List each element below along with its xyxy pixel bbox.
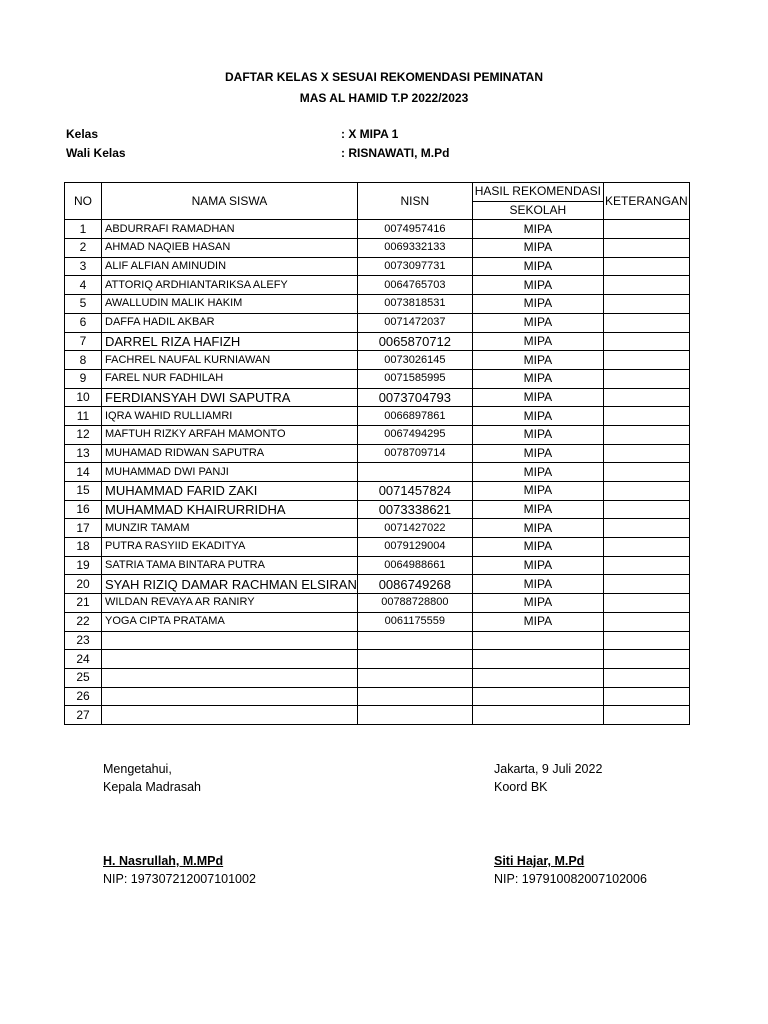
- recommendation: MIPA: [472, 257, 603, 276]
- student-name: SYAH RIZIQ DAMAR RACHMAN ELSIRAN: [102, 575, 358, 594]
- remarks: [603, 482, 689, 501]
- remarks: [603, 388, 689, 407]
- student-name: [102, 687, 358, 706]
- remarks: [603, 257, 689, 276]
- remarks: [603, 425, 689, 444]
- table-row: [65, 538, 690, 557]
- wali-kelas-value: : RISNAWATI, M.Pd: [341, 146, 450, 160]
- table-row: [65, 313, 690, 332]
- recommendation: MIPA: [472, 407, 603, 426]
- student-nisn: 0071585995: [357, 369, 472, 388]
- right-signatory-name: Siti Hajar, M.Pd: [494, 854, 585, 868]
- recommendation: MIPA: [472, 351, 603, 370]
- remarks: [603, 612, 689, 631]
- remarks: [603, 687, 689, 706]
- student-name: IQRA WAHID RULLIAMRI: [102, 407, 358, 426]
- table-row: [65, 295, 690, 314]
- left-signatory: [103, 852, 256, 888]
- student-name: [102, 631, 358, 650]
- student-nisn: 0069332133: [357, 239, 472, 258]
- student-name: ATTORIQ ARDHIANTARIKSA ALEFY: [102, 276, 358, 295]
- remarks: [603, 631, 689, 650]
- row-number: 20: [65, 575, 102, 594]
- row-number: 15: [65, 482, 102, 501]
- recommendation: MIPA: [472, 388, 603, 407]
- student-nisn: [357, 668, 472, 687]
- header-hasil-top: HASIL REKOMENDASI: [472, 183, 603, 202]
- recommendation: MIPA: [472, 500, 603, 519]
- table-row: [65, 500, 690, 519]
- student-nisn: 0064765703: [357, 276, 472, 295]
- remarks: [603, 369, 689, 388]
- table-row: [65, 575, 690, 594]
- remarks: [603, 594, 689, 613]
- remarks: [603, 500, 689, 519]
- header-nama: NAMA SISWA: [102, 183, 358, 220]
- header-no: NO: [65, 183, 102, 220]
- student-name: DAFFA HADIL AKBAR: [102, 313, 358, 332]
- document-subtitle: MAS AL HAMID T.P 2022/2023: [299, 91, 469, 105]
- table-row: [65, 556, 690, 575]
- row-number: 10: [65, 388, 102, 407]
- student-nisn: 0073026145: [357, 351, 472, 370]
- student-nisn: 0066897861: [357, 407, 472, 426]
- table-row: [65, 239, 690, 258]
- header-nisn: NISN: [357, 183, 472, 220]
- recommendation: [472, 631, 603, 650]
- recommendation: MIPA: [472, 220, 603, 239]
- row-number: 26: [65, 687, 102, 706]
- recommendation: MIPA: [472, 313, 603, 332]
- student-nisn: 0074957416: [357, 220, 472, 239]
- wali-kelas-label: Wali Kelas: [66, 146, 126, 160]
- row-number: 23: [65, 631, 102, 650]
- row-number: 5: [65, 295, 102, 314]
- remarks: [603, 332, 689, 351]
- recommendation: MIPA: [472, 538, 603, 557]
- recommendation: MIPA: [472, 519, 603, 538]
- student-nisn: 0064988661: [357, 556, 472, 575]
- row-number: 7: [65, 332, 102, 351]
- row-number: 2: [65, 239, 102, 258]
- table-row: [65, 612, 690, 631]
- recommendation: MIPA: [472, 425, 603, 444]
- student-name: MUNZIR TAMAM: [102, 519, 358, 538]
- table-row: [65, 519, 690, 538]
- remarks: [603, 556, 689, 575]
- student-name: PUTRA RASYIID EKADITYA: [102, 538, 358, 557]
- row-number: 1: [65, 220, 102, 239]
- student-name: FACHREL NAUFAL KURNIAWAN: [102, 351, 358, 370]
- student-nisn: 0073704793: [357, 388, 472, 407]
- document-title: DAFTAR KELAS X SESUAI REKOMENDASI PEMINATAN: [224, 70, 543, 84]
- student-nisn: [357, 650, 472, 669]
- table-row: [65, 482, 690, 501]
- recommendation: MIPA: [472, 594, 603, 613]
- row-number: 19: [65, 556, 102, 575]
- table-row: [65, 594, 690, 613]
- student-name: MUHAMMAD KHAIRURRIDHA: [102, 500, 358, 519]
- remarks: [603, 668, 689, 687]
- row-number: 17: [65, 519, 102, 538]
- remarks: [603, 650, 689, 669]
- table-row: [65, 332, 690, 351]
- remarks: [603, 276, 689, 295]
- row-number: 3: [65, 257, 102, 276]
- recommendation: MIPA: [472, 575, 603, 594]
- student-nisn: [357, 706, 472, 725]
- remarks: [603, 519, 689, 538]
- row-number: 11: [65, 407, 102, 426]
- recommendation: MIPA: [472, 332, 603, 351]
- remarks: [603, 463, 689, 482]
- row-number: 16: [65, 500, 102, 519]
- row-number: 9: [65, 369, 102, 388]
- row-number: 13: [65, 444, 102, 463]
- row-number: 8: [65, 351, 102, 370]
- recommendation: [472, 687, 603, 706]
- left-signature-block: [103, 760, 201, 796]
- student-name: [102, 668, 358, 687]
- student-name: MUHAMAD RIDWAN SAPUTRA: [102, 444, 358, 463]
- recommendation: MIPA: [472, 295, 603, 314]
- student-nisn: 0073338621: [357, 500, 472, 519]
- table-row: [65, 668, 690, 687]
- row-number: 27: [65, 706, 102, 725]
- student-name: FAREL NUR FADHILAH: [102, 369, 358, 388]
- student-name: DARREL RIZA HAFIZH: [102, 332, 358, 351]
- table-row: [65, 444, 690, 463]
- student-nisn: 00788728800: [357, 594, 472, 613]
- student-name: AWALLUDIN MALIK HAKIM: [102, 295, 358, 314]
- remarks: [603, 313, 689, 332]
- student-name: WILDAN REVAYA AR RANIRY: [102, 594, 358, 613]
- recommendation: MIPA: [472, 482, 603, 501]
- left-signatory-name: H. Nasrullah, M.MPd: [103, 854, 224, 868]
- student-table: [64, 182, 690, 725]
- table-row: [65, 369, 690, 388]
- recommendation: MIPA: [472, 369, 603, 388]
- table-row: [65, 257, 690, 276]
- left-signatory-nip: NIP: 197307212007101002: [103, 872, 256, 886]
- student-name: MUHAMMAD DWI PANJI: [102, 463, 358, 482]
- student-name: MAFTUH RIZKY ARFAH MAMONTO: [102, 425, 358, 444]
- left-greeting: Mengetahui,: [103, 762, 172, 776]
- table-row: [65, 407, 690, 426]
- remarks: [603, 575, 689, 594]
- student-nisn: 0086749268: [357, 575, 472, 594]
- recommendation: [472, 706, 603, 725]
- student-name: AHMAD NAQIEB HASAN: [102, 239, 358, 258]
- student-nisn: 0071472037: [357, 313, 472, 332]
- remarks: [603, 351, 689, 370]
- student-nisn: [357, 687, 472, 706]
- row-number: 14: [65, 463, 102, 482]
- student-name: MUHAMMAD FARID ZAKI: [102, 482, 358, 501]
- student-nisn: 0065870712: [357, 332, 472, 351]
- table-row: [65, 463, 690, 482]
- table-row: [65, 220, 690, 239]
- recommendation: MIPA: [472, 444, 603, 463]
- left-role: Kepala Madrasah: [103, 780, 201, 794]
- recommendation: MIPA: [472, 276, 603, 295]
- student-name: ALIF ALFIAN AMINUDIN: [102, 257, 358, 276]
- right-signature-block: [494, 760, 602, 796]
- remarks: [603, 407, 689, 426]
- student-nisn: [357, 463, 472, 482]
- row-number: 4: [65, 276, 102, 295]
- right-signatory-nip: NIP: 197910082007102006: [494, 872, 647, 886]
- student-name: ABDURRAFI RAMADHAN: [102, 220, 358, 239]
- student-nisn: 0067494295: [357, 425, 472, 444]
- header-keterangan: KETERANGAN: [603, 183, 689, 220]
- table-row: [65, 687, 690, 706]
- remarks: [603, 220, 689, 239]
- right-date-place: Jakarta, 9 Juli 2022: [494, 762, 603, 776]
- row-number: 21: [65, 594, 102, 613]
- student-nisn: 0061175559: [357, 612, 472, 631]
- recommendation: MIPA: [472, 612, 603, 631]
- table-row: [65, 425, 690, 444]
- student-nisn: 0071427022: [357, 519, 472, 538]
- recommendation: [472, 650, 603, 669]
- table-row: [65, 351, 690, 370]
- table-row: [65, 650, 690, 669]
- row-number: 18: [65, 538, 102, 557]
- right-signatory: [494, 852, 647, 888]
- student-name: YOGA CIPTA PRATAMA: [102, 612, 358, 631]
- row-number: 24: [65, 650, 102, 669]
- student-name: SATRIA TAMA BINTARA PUTRA: [102, 556, 358, 575]
- row-number: 25: [65, 668, 102, 687]
- row-number: 6: [65, 313, 102, 332]
- student-nisn: 0073818531: [357, 295, 472, 314]
- table-row: [65, 276, 690, 295]
- right-role: Koord BK: [494, 780, 548, 794]
- recommendation: MIPA: [472, 239, 603, 258]
- remarks: [603, 706, 689, 725]
- remarks: [603, 239, 689, 258]
- recommendation: MIPA: [472, 463, 603, 482]
- student-name: [102, 650, 358, 669]
- remarks: [603, 538, 689, 557]
- table-row: [65, 388, 690, 407]
- student-nisn: 0071457824: [357, 482, 472, 501]
- student-name: [102, 706, 358, 725]
- row-number: 12: [65, 425, 102, 444]
- recommendation: [472, 668, 603, 687]
- student-nisn: 0073097731: [357, 257, 472, 276]
- student-nisn: 0078709714: [357, 444, 472, 463]
- row-number: 22: [65, 612, 102, 631]
- student-name: FERDIANSYAH DWI SAPUTRA: [102, 388, 358, 407]
- kelas-label: Kelas: [66, 127, 99, 141]
- kelas-value: : X MIPA 1: [341, 127, 399, 141]
- recommendation: MIPA: [472, 556, 603, 575]
- table-row: [65, 706, 690, 725]
- table-row: [65, 631, 690, 650]
- remarks: [603, 444, 689, 463]
- header-hasil-bottom: SEKOLAH: [472, 201, 603, 220]
- remarks: [603, 295, 689, 314]
- student-nisn: [357, 631, 472, 650]
- student-nisn: 0079129004: [357, 538, 472, 557]
